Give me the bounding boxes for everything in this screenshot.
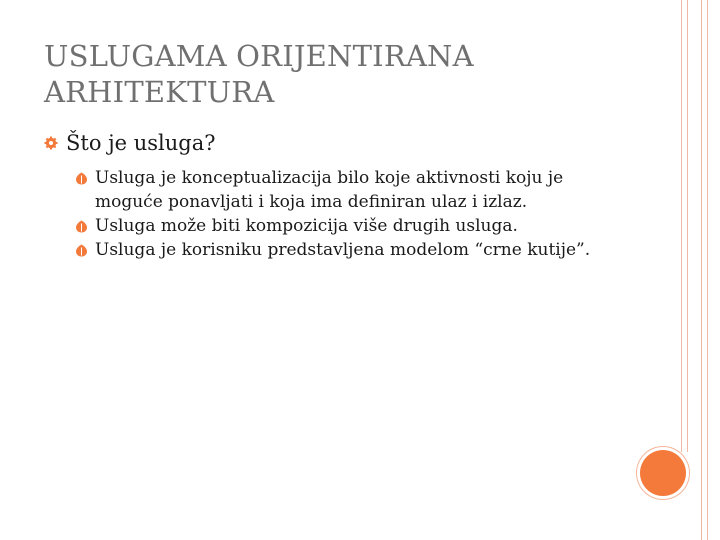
list-item-text: Usluga je korisniku predstavljena modelom “crne kutije”. (95, 240, 591, 260)
list-item-text: Usluga je konceptualizacija bilo koje aktivnosti koju je moguće ponavljati i koja ima definiran ulaz i izlaz. (95, 168, 564, 212)
bullet-list-level2 (71, 166, 631, 262)
bullet-level1-text: Što je usluga? (66, 131, 216, 155)
decorative-border-outer (681, 0, 688, 452)
leaf-bullet-icon (75, 244, 88, 257)
list-item (71, 238, 631, 262)
list-item (71, 214, 631, 238)
bullet-level1 (44, 128, 216, 158)
list-item-text: Usluga može biti kompozicija više drugih usluga. (95, 216, 518, 236)
leaf-bullet-icon (75, 172, 88, 185)
list-item (71, 166, 631, 214)
slide-title: USLUGAMA ORIJENTIRANA ARHITEKTURA (44, 39, 474, 109)
decorative-orange-circle (640, 450, 686, 496)
decorative-border-inner (701, 0, 708, 540)
leaf-bullet-icon (75, 220, 88, 233)
gear-bullet-icon (44, 136, 58, 150)
